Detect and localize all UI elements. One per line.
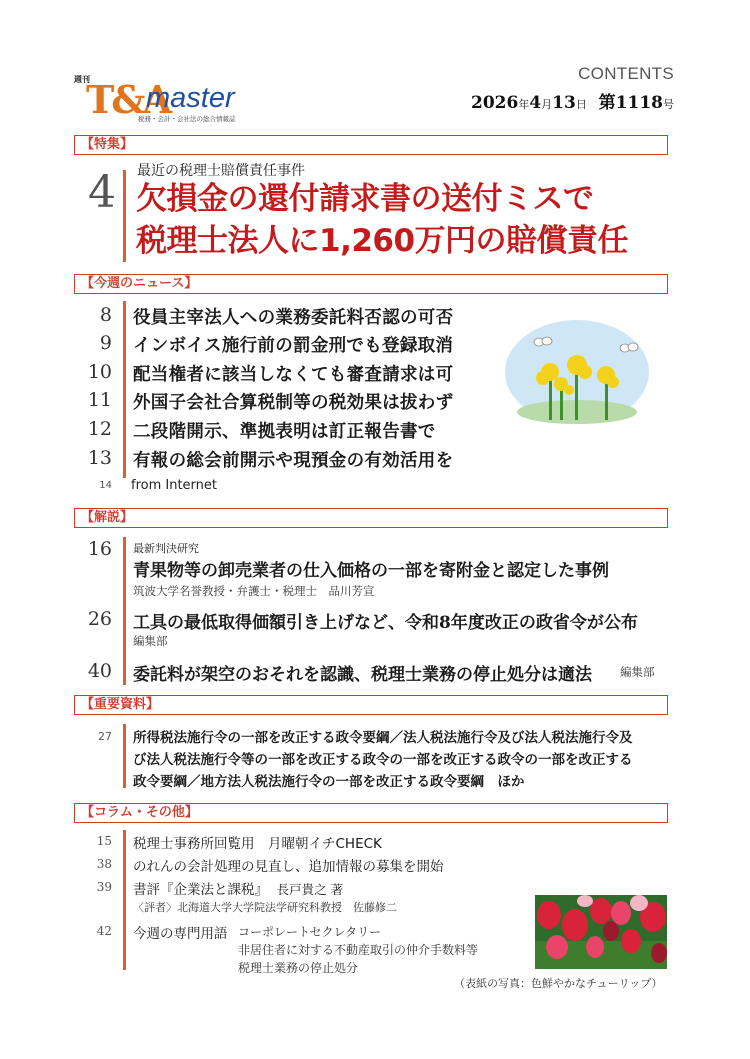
issue-day-unit: 日 xyxy=(575,98,587,111)
column-page: 42 xyxy=(96,924,112,938)
issue-no-prefix: 第 xyxy=(598,93,616,113)
column-title[interactable]: 今週の専門用語 xyxy=(133,926,228,942)
commentary-title[interactable]: 工具の最低取得価額引き上げなど、令和8年度改正の政省令が公布 xyxy=(133,613,638,633)
commentary-author: 編集部 xyxy=(133,634,168,648)
term-item[interactable]: 税理士業務の停止処分 xyxy=(238,961,359,975)
logo-weekly: 週刊 xyxy=(74,75,90,84)
commentary-kicker: 最新判決研究 xyxy=(133,542,199,555)
news-headline[interactable]: 二段階開示、準拠表明は訂正報告書で xyxy=(133,422,436,442)
column-title[interactable]: 税理士事務所回覧用 月曜朝イチCHECK xyxy=(133,836,382,852)
column-reviewer: 〈評者〉北海道大学大学院法学研究科教授 佐藤修二 xyxy=(133,901,397,914)
issue-month: 4 xyxy=(529,93,542,113)
column-title[interactable]: のれんの会計処理の見直し、追加情報の募集を開始 xyxy=(133,859,444,875)
commentary-page: 40 xyxy=(87,660,112,682)
issue-year-unit: 年 xyxy=(518,98,530,111)
commentary-page: 16 xyxy=(87,538,112,560)
issue-year: 2026 xyxy=(470,93,519,113)
section-header-documents xyxy=(74,695,668,715)
documents-page: 27 xyxy=(98,730,112,743)
column-author: 長戸貴之 著 xyxy=(276,882,344,897)
news-page-number: 11 xyxy=(87,389,112,411)
issue-day: 13 xyxy=(552,93,576,113)
feature-title-line2[interactable]: 税理士法人に1,260万円の賠償責任 xyxy=(136,223,629,259)
documents-line[interactable]: び法人税法施行令等の一部を改正する政令の一部を改正する政令の一部を改正する xyxy=(133,752,633,768)
feature-bar xyxy=(123,170,126,262)
feature-title-line1[interactable]: 欠損金の還付請求書の送付ミスで xyxy=(136,181,594,217)
feature-page-number: 4 xyxy=(88,167,116,218)
news-headline[interactable]: 有報の総会前開示や現預金の有効活用を xyxy=(133,451,454,471)
column-page: 39 xyxy=(96,880,112,894)
documents-line[interactable]: 政令要綱／地方法人税法施行令の一部を改正する政令要綱 ほか xyxy=(133,774,525,790)
term-item[interactable]: コーポレートセクレタリー xyxy=(238,925,382,939)
columns-bar xyxy=(123,830,126,970)
column-page: 38 xyxy=(96,857,112,871)
cover-caption: （表紙の写真：色鮮やかなチューリップ） xyxy=(454,977,663,990)
documents-line[interactable]: 所得税法施行令の一部を改正する政令要綱／法人税法施行令及び法人税法施行令及 xyxy=(133,730,633,746)
section-label: 【特集】 xyxy=(81,137,134,152)
news-page-number: 9 xyxy=(99,332,112,354)
section-header-feature xyxy=(74,135,668,155)
tulip-cover-photo xyxy=(535,895,667,969)
issue-no-suffix: 号 xyxy=(663,98,674,111)
commentary-title[interactable]: 委託料が架空のおそれを認識、税理士業務の停止処分は適法 xyxy=(133,665,592,685)
logo-master: master xyxy=(146,82,235,114)
news-bar xyxy=(123,301,126,478)
commentary-bar xyxy=(123,537,126,685)
column-book-review[interactable] xyxy=(133,878,343,898)
section-label: 【重要資料】 xyxy=(81,697,160,712)
news-headline[interactable]: 配当権者に該当しなくても審査請求は可 xyxy=(133,365,454,385)
rapeseed-illustration xyxy=(505,320,649,424)
commentary-author: 筑波大学名誉教授・弁護士・税理士 品川芳宣 xyxy=(133,584,375,598)
commentary-author: 編集部 xyxy=(620,665,655,679)
news-headline[interactable]: 役員主宰法人への業務委託料否認の可否 xyxy=(133,308,454,328)
news-page-number: 12 xyxy=(87,418,112,440)
issue-month-unit: 月 xyxy=(541,98,553,111)
news-page-number: 8 xyxy=(99,304,112,326)
news-page-number: 13 xyxy=(87,447,112,469)
documents-bar xyxy=(123,724,126,788)
section-label: 【解説】 xyxy=(81,510,134,525)
column-title: 書評『企業法と課税』 xyxy=(133,882,268,898)
from-internet-page: 14 xyxy=(99,480,112,491)
section-header-columns xyxy=(74,803,668,823)
section-header-commentary xyxy=(74,508,668,528)
commentary-page: 26 xyxy=(87,608,112,630)
contents-label: CONTENTS xyxy=(578,64,674,83)
news-page-number: 10 xyxy=(87,361,112,383)
term-item[interactable]: 非居住者に対する不動産取引の仲介手数料等 xyxy=(238,943,479,957)
news-headline[interactable]: インボイス施行前の罰金刑でも登録取消 xyxy=(133,336,454,356)
magazine-logo xyxy=(74,74,256,126)
issue-number: 1118 xyxy=(615,93,663,113)
section-label: 【コラム・その他】 xyxy=(81,805,198,820)
commentary-title[interactable]: 青果物等の卸売業者の仕入価格の一部を寄附金と認定した事例 xyxy=(133,561,609,581)
issue-info xyxy=(471,88,674,113)
feature-kicker: 最近の税理士賠償責任事件 xyxy=(137,163,305,179)
logo-tagline: 税務・会計・会社法の総合情報誌 xyxy=(138,115,236,123)
section-label: 【今週のニュース】 xyxy=(81,276,198,291)
column-page: 15 xyxy=(96,834,112,848)
news-headline[interactable]: 外国子会社合算税制等の税効果は拔わず xyxy=(133,393,454,413)
logo-ta: T&A xyxy=(86,77,170,122)
section-header-news xyxy=(74,274,668,294)
from-internet-link[interactable]: from Internet xyxy=(131,478,218,493)
